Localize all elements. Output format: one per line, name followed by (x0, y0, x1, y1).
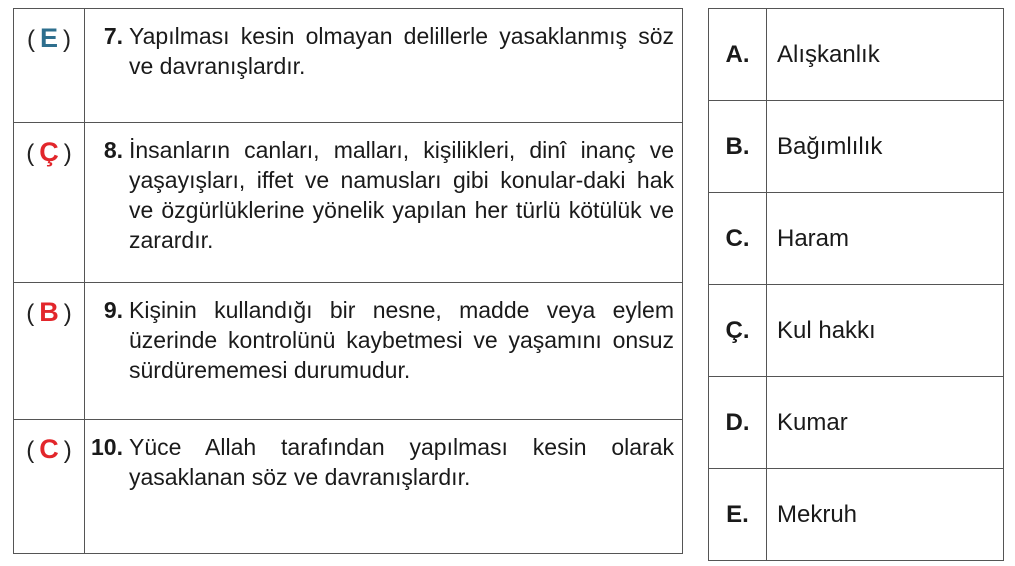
option-label: Alışkanlık (767, 9, 1004, 101)
paren-close: ) (63, 437, 72, 464)
answer-letter: B (39, 297, 59, 327)
paren-open: ( (26, 140, 35, 167)
question-text: Yüce Allah tarafından yapılması kesin olarak yasaklanan söz ve davranışlardır. (129, 434, 674, 490)
option-label: Mekruh (767, 469, 1004, 561)
question-text: Yapılması kesin olmayan delillerle yasaklanmış söz ve davranışlardır. (129, 23, 674, 79)
paren-close: ) (63, 26, 71, 53)
option-key: C. (709, 193, 767, 285)
option-row (709, 377, 1004, 469)
paren-open: ( (26, 26, 35, 53)
option-row (709, 193, 1004, 285)
question-number: 10. (91, 434, 123, 460)
option-key: A. (709, 9, 767, 101)
question-cell (85, 420, 683, 554)
question-row (14, 123, 683, 283)
answer-letter: C (39, 434, 59, 464)
option-label: Haram (767, 193, 1004, 285)
question-number: 9. (103, 297, 123, 323)
paren-close: ) (63, 300, 72, 327)
option-key: D. (709, 377, 767, 469)
question-row (14, 283, 683, 420)
option-label: Kul hakkı (767, 285, 1004, 377)
option-row (709, 9, 1004, 101)
option-label: Bağımlılık (767, 101, 1004, 193)
question-row (14, 420, 683, 554)
option-row (709, 469, 1004, 561)
question-text: Kişinin kullandığı bir nesne, madde veya eylem üzerinde kontrolünü kaybetmesi ve yaşamını onsuz sürdürememesi durumudur. (129, 297, 674, 383)
options-table (708, 8, 1004, 561)
option-key: B. (709, 101, 767, 193)
question-cell (85, 9, 683, 123)
questions-table (13, 8, 683, 554)
option-key: E. (709, 469, 767, 561)
option-row (709, 101, 1004, 193)
question-cell (85, 283, 683, 420)
answer-cell (14, 283, 85, 420)
option-label: Kumar (767, 377, 1004, 469)
option-key: Ç. (709, 285, 767, 377)
question-row (14, 9, 683, 123)
question-text: İnsanların canları, malları, kişilikleri, dinî inanç ve yaşayışları, iffet ve namusları gibi konular-daki hak ve özgürlüklerine yönelik yapılan her türlü kötülük ve zarardır. (129, 137, 674, 253)
question-number: 8. (103, 137, 123, 163)
answer-cell (14, 123, 85, 283)
answer-cell (14, 420, 85, 554)
answer-letter: Ç (39, 137, 59, 167)
question-number: 7. (103, 23, 123, 49)
paren-open: ( (26, 437, 35, 464)
answer-cell (14, 9, 85, 123)
question-cell (85, 123, 683, 283)
option-row (709, 285, 1004, 377)
answer-letter: E (39, 23, 58, 53)
paren-close: ) (63, 140, 72, 167)
paren-open: ( (26, 300, 35, 327)
